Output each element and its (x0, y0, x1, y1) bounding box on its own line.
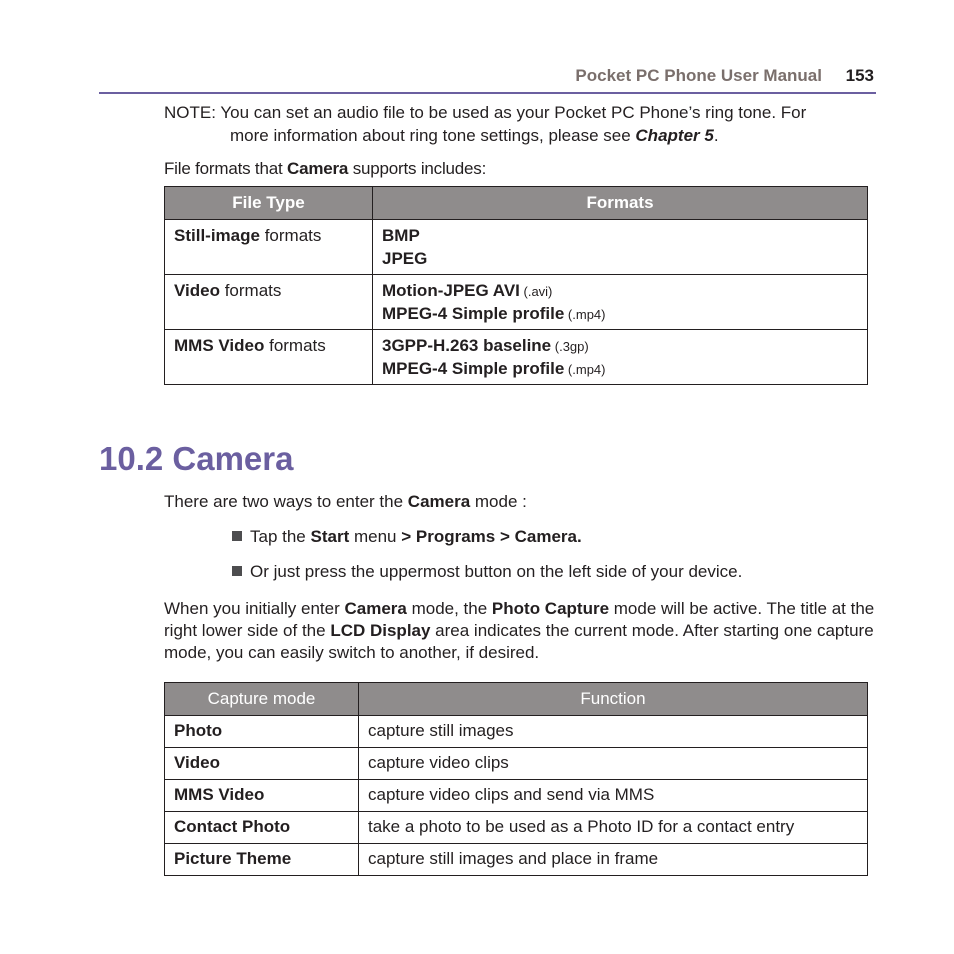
formats-cell (373, 275, 868, 330)
square-bullet-icon (232, 566, 242, 576)
table-row (165, 780, 868, 812)
bullet-text: menu (349, 527, 402, 546)
formats-cell (373, 220, 868, 275)
format-name: MPEG-4 Simple profile (382, 359, 565, 378)
mode-cell: Picture Theme (165, 844, 359, 876)
function-cell: capture still images (359, 716, 868, 748)
header-formats: Formats (373, 187, 868, 220)
header-function: Function (359, 683, 868, 716)
header-file-type: File Type (165, 187, 373, 220)
formats-intro (164, 159, 486, 179)
intro-camera: Camera (287, 159, 349, 178)
table-row (165, 220, 868, 275)
function-cell: capture video clips (359, 748, 868, 780)
note-paragraph (164, 101, 888, 147)
note-line-2-text: more information about ring tone settings, please see (230, 126, 636, 145)
file-type-rest: formats (219, 281, 282, 300)
bullet-bold: > Programs > Camera. (401, 527, 582, 546)
header-capture-mode: Capture mode (165, 683, 359, 716)
mode-cell: MMS Video (165, 780, 359, 812)
table-row (165, 844, 868, 876)
table-row (165, 330, 868, 385)
capture-modes-table (164, 682, 868, 876)
para-text: There are two ways to enter the (164, 492, 408, 511)
formats-cell (373, 330, 868, 385)
format-name: MPEG-4 Simple profile (382, 304, 565, 323)
mode-cell: Photo (165, 716, 359, 748)
intro-text-end: supports includes: (348, 159, 487, 178)
chapter-reference: Chapter 5 (635, 126, 714, 145)
bullet-text: Or just press the uppermost button on the left side of your device. (250, 562, 743, 581)
bullet-text: Tap the (250, 527, 311, 546)
file-type-bold: MMS Video (174, 336, 265, 355)
table-row (165, 275, 868, 330)
para-text: mode will be active. The title at the right lower side of the (164, 599, 875, 640)
section-title: 10.2 Camera (99, 440, 294, 477)
file-type-bold: Video (174, 281, 220, 300)
format-name: BMP (382, 226, 420, 245)
para-bold: Camera (407, 492, 471, 511)
function-cell: capture video clips and send via MMS (359, 780, 868, 812)
file-type-bold: Still-image (174, 226, 260, 245)
para-bold: Photo Capture (491, 599, 610, 618)
note-line-2 (164, 124, 888, 147)
table-header-row (165, 187, 868, 220)
mode-cell: Contact Photo (165, 812, 359, 844)
file-type-cell (165, 220, 373, 275)
table-header-row (165, 683, 868, 716)
bullet-item (232, 562, 742, 582)
table-row (165, 716, 868, 748)
function-cell: capture still images and place in frame (359, 844, 868, 876)
para-text-end: mode : (470, 492, 527, 511)
modes-paragraph (164, 598, 888, 664)
mode-cell: Video (165, 748, 359, 780)
page-header (99, 64, 876, 94)
para-text: When you initially enter (164, 599, 345, 618)
format-ext: (.3gp) (551, 339, 589, 354)
manual-title: Pocket PC Phone User Manual (575, 66, 822, 85)
note-line-1: NOTE: You can set an audio file to be used as your Pocket PC Phone’s ring tone. For (164, 103, 807, 122)
para-bold: Camera (344, 599, 407, 618)
format-name: JPEG (382, 249, 428, 268)
format-name: Motion-JPEG AVI (382, 281, 520, 300)
file-type-cell (165, 330, 373, 385)
bullet-item (232, 527, 582, 547)
format-ext: (.mp4) (564, 362, 606, 377)
para-text: mode, the (406, 599, 492, 618)
format-ext: (.avi) (519, 284, 553, 299)
format-name: 3GPP-H.263 baseline (382, 336, 552, 355)
function-cell: take a photo to be used as a Photo ID for a contact entry (359, 812, 868, 844)
intro-text: File formats that (164, 159, 287, 178)
bullet-bold: Start (310, 527, 350, 546)
square-bullet-icon (232, 531, 242, 541)
file-type-cell (165, 275, 373, 330)
para-bold: LCD Display (330, 621, 431, 640)
file-formats-table (164, 186, 868, 385)
table-row (165, 748, 868, 780)
table-row (165, 812, 868, 844)
format-ext: (.mp4) (564, 307, 606, 322)
para-text: area indicates the current mode. After starting one capture mode, you can easily switch to another, if desired. (164, 621, 874, 662)
file-type-rest: formats (259, 226, 322, 245)
file-type-rest: formats (264, 336, 326, 355)
note-line-2-end: . (713, 126, 719, 145)
page-number: 153 (845, 66, 874, 85)
intro-paragraph (164, 492, 527, 512)
